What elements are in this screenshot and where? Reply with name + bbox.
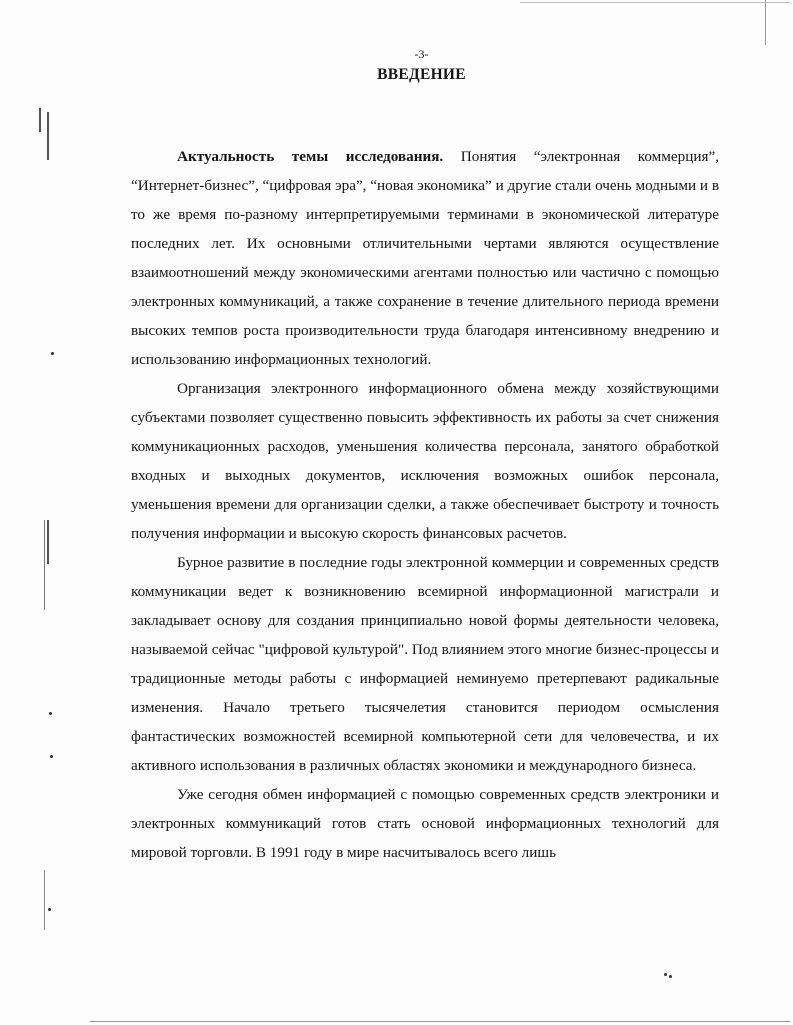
scan-artifact-dot-6	[669, 975, 672, 978]
paragraph-relevance	[131, 142, 719, 374]
paragraph-lead: Актуальность темы исследования.	[177, 148, 444, 165]
scan-artifact-left-mark-5	[44, 870, 45, 930]
scan-artifact-left-mark-2	[47, 112, 49, 160]
page-title: ВВЕДЕНИЕ	[377, 66, 466, 83]
scan-artifact-bottom-line	[90, 1021, 790, 1022]
paragraph-text: Бурное развитие в последние годы электронной коммерции и современных средств коммуникации ведет к возникновению всемирной информационной магистрали и закладывает основу для создания принципиально новой формы деятельности человека, называемой сейчас "цифровой культурой". Под влиянием этого многие бизнес-процессы и традиционные методы работы с информацией неминуемо претерпевают радикальные изменения. Начало третьего тысячелетия становится периодом осмысления фантастических возможностей всемирной компьютерной сети для человечества, и их активного использования в различных областях экономики и международного бизнеса.	[131, 554, 719, 774]
scan-artifact-dot-4	[48, 908, 51, 911]
paragraph-exchange	[131, 374, 719, 548]
scan-artifact-dot-5	[664, 973, 667, 976]
scan-artifact-top-line	[520, 2, 790, 3]
paragraph-text: Организация электронного информационного обмена между хозяйствующими субъектами позволяет существенно повысить эффективность их работы за счет снижения коммуникационных расходов, уменьшения количества персонала, занятого обработкой входных и выходных документов, исключения возможных ошибок персонала, уменьшения времени для организации сделки, а также обеспечивает быстроту и точность получения информации и высокую скорость финансовых расчетов.	[131, 380, 719, 542]
paragraph-development	[131, 548, 719, 780]
scan-artifact-left-mark-4	[47, 520, 49, 564]
scan-artifact-dot-2	[49, 712, 52, 715]
document-body	[131, 142, 719, 867]
page-number: -3-	[414, 47, 429, 61]
paragraph-today	[131, 780, 719, 867]
scan-artifact-left-mark-1	[39, 108, 41, 132]
scan-artifact-dot-3	[50, 755, 53, 758]
scan-artifact-left-mark-3	[44, 520, 45, 610]
scan-artifact-dot-1	[51, 352, 54, 355]
scan-artifact-top-right-mark	[765, 0, 766, 45]
paragraph-text: Уже сегодня обмен информацией с помощью современных средств электроники и электронных коммуникаций готов стать основой информационных технологий для мировой торговли. В 1991 году в мире насчитывалось всего лишь	[131, 786, 719, 861]
paragraph-text: Понятия “электронная коммерция”, “Интернет-бизнес”, “цифровая эра”, “новая экономика” и другие стали очень модными и в то же время по-разному интерпретируемыми терминами в экономической литературе последних лет. Их основными отличительными чертами являются осуществление взаимоотношений между экономическими агентами полностью или частично с помощью электронных коммуникаций, а также сохранение в течение длительного периода времени высоких темпов роста производительности труда благодаря интенсивному внедрению и использованию информационных технологий.	[131, 148, 719, 368]
